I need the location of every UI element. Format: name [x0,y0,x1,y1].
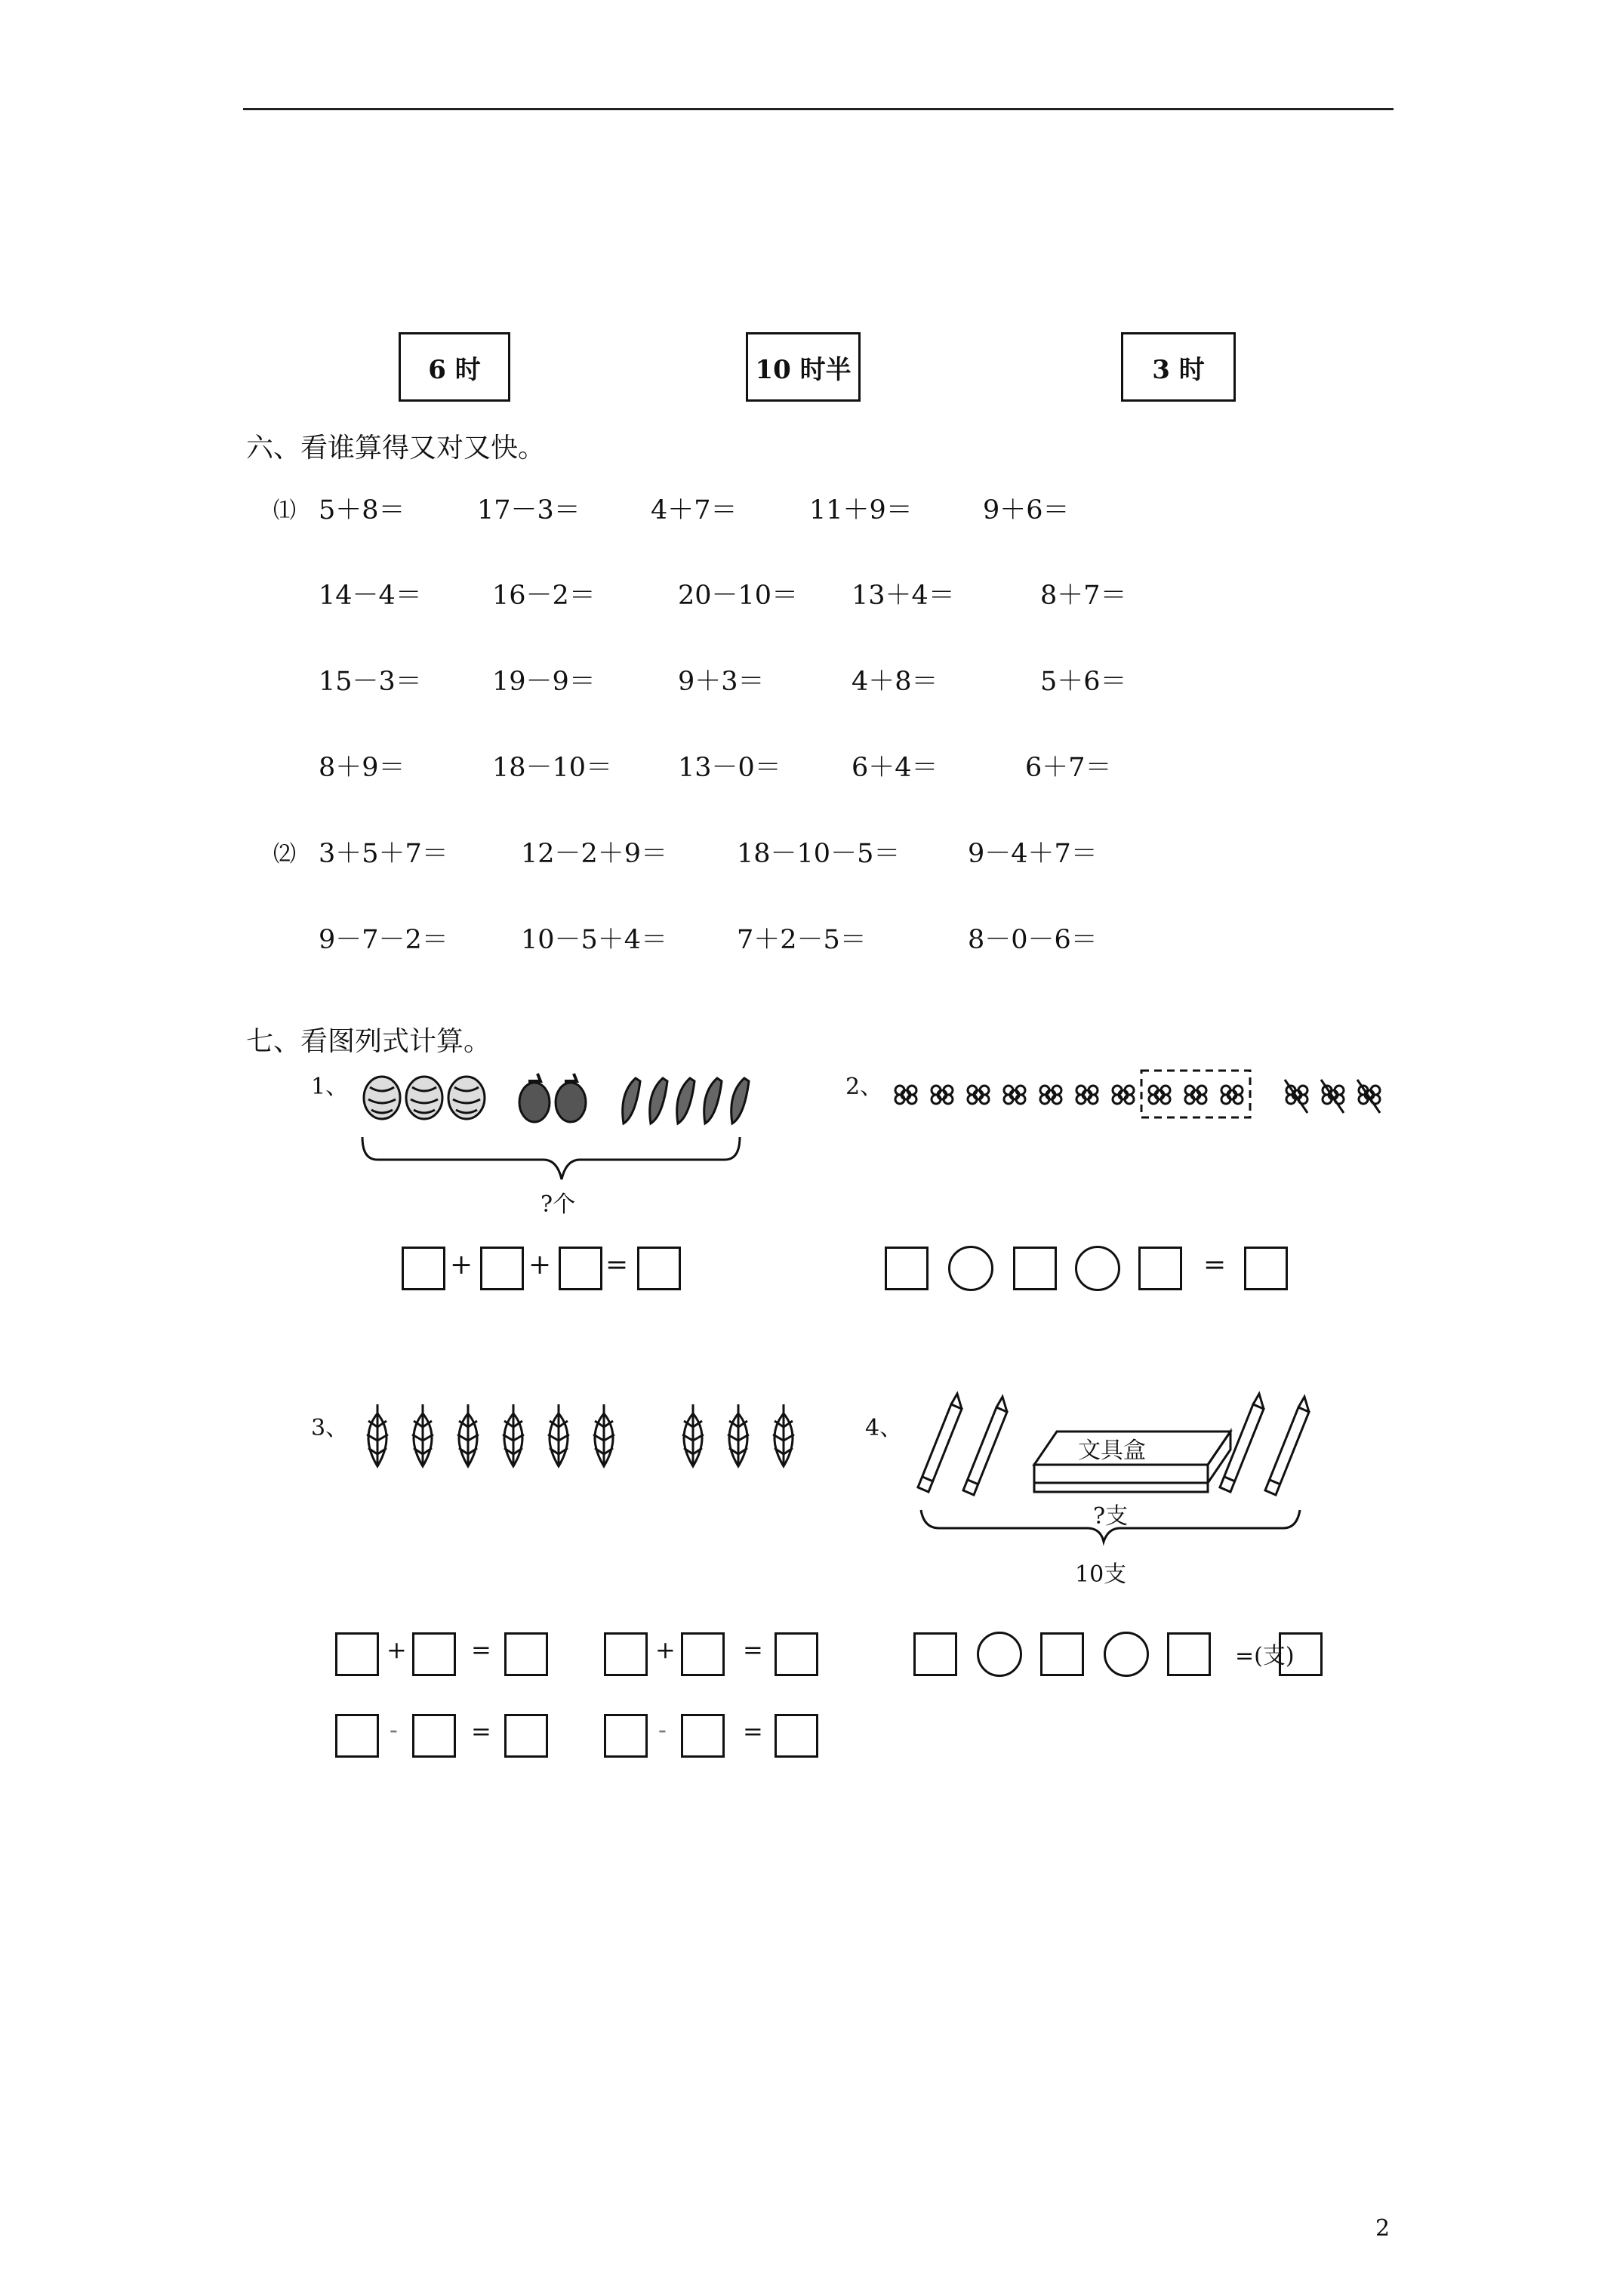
equation: 17－3＝ [477,495,581,525]
leaf-icon [548,1404,569,1466]
problem4-number: 4、 [865,1415,903,1441]
time-box-3 [1121,332,1236,402]
answer-box[interactable] [559,1247,602,1290]
problem4-inner-label: ?支 [1093,1503,1129,1530]
answer-box[interactable] [335,1714,379,1758]
problem2-number: 2、 [845,1074,883,1100]
equation: 11＋9＝ [809,495,913,525]
problem4-total-label: 10支 [1075,1561,1127,1588]
answer-box[interactable] [775,1714,818,1758]
minus-sign: - [658,1715,667,1744]
answer-box[interactable] [604,1632,648,1676]
brace [362,1137,740,1179]
answer-box[interactable] [885,1247,929,1290]
flower-icon [1076,1086,1098,1104]
equation: 15－3＝ [319,667,422,697]
answer-box[interactable] [1244,1247,1288,1290]
plus-sign: + [450,1250,473,1281]
eggplant-icon [556,1074,586,1122]
equation: 18－10＝ [492,753,613,783]
operator-circle[interactable] [977,1632,1022,1677]
problem1-brace-label: ?个 [540,1191,576,1218]
answer-box[interactable] [1167,1632,1211,1676]
equals-sign: = [605,1250,629,1281]
pepper-icon [623,1078,640,1123]
problem1-number: 1、 [311,1074,349,1100]
flower-icon [1040,1086,1061,1104]
problem3-picture [355,1397,823,1487]
problem3-number: 3、 [311,1415,349,1441]
equation: 13＋4＝ [852,581,955,611]
equation: 14－4＝ [319,581,422,611]
cabbage-icon [448,1077,485,1119]
equation: 10－5＋4＝ [521,925,668,955]
cabbage-icon [406,1077,442,1119]
flower-icon [895,1086,916,1104]
eggplant-icon [519,1074,550,1122]
page-number: 2 [1375,2215,1390,2242]
section7-title: 七、看图列式计算。 [246,1026,491,1057]
equation: 8－0－6＝ [968,925,1098,955]
answer-box[interactable] [1040,1632,1084,1676]
equation: 8＋7＝ [1040,581,1127,611]
plus-sign: + [655,1635,676,1664]
minus-sign: - [390,1715,398,1744]
equation: 6＋4＝ [852,753,938,783]
equation: 3＋5＋7＝ [319,839,448,869]
answer-box[interactable] [1138,1247,1182,1290]
equals-sign: = [1203,1250,1227,1281]
answer-box[interactable] [637,1247,681,1290]
leaf-icon [503,1404,524,1466]
equation: 16－2＝ [492,581,596,611]
leaf-icon [593,1404,614,1466]
pepper-icon [731,1078,749,1123]
pepper-icon [677,1078,694,1123]
unit-label: =(支) [1235,1643,1295,1669]
equation: 4＋7＝ [651,495,738,525]
plus-sign: + [387,1635,407,1664]
problem4-picture [906,1389,1344,1570]
equation: 12－2＋9＝ [521,839,668,869]
leaf-icon [773,1404,794,1466]
equation: 9＋6＝ [983,495,1070,525]
problem2-picture [892,1065,1390,1125]
part2-label: ⑵ [273,841,296,868]
time-box-label: 10 时半 [755,354,852,385]
pepper-icon [650,1078,667,1123]
equals-sign: = [471,1717,491,1746]
equation: 13－0＝ [678,753,781,783]
answer-box[interactable] [681,1632,725,1676]
pencil-icon [1265,1397,1309,1495]
flower-icon [1185,1086,1206,1104]
operator-circle[interactable] [948,1246,993,1291]
cabbage-icon [364,1077,400,1119]
equation: 5＋8＝ [319,495,405,525]
answer-box[interactable] [480,1247,524,1290]
equation: 6＋7＝ [1025,753,1112,783]
time-box-label: 3 时 [1152,354,1205,385]
answer-box[interactable] [775,1632,818,1676]
equation: 9－4＋7＝ [968,839,1098,869]
answer-box[interactable] [681,1714,725,1758]
flower-icon [1004,1086,1025,1104]
time-box-6 [399,332,510,402]
plus-sign: + [528,1250,552,1281]
operator-circle[interactable] [1104,1632,1149,1677]
operator-circle[interactable] [1075,1246,1120,1291]
section6-title: 六、看谁算得又对又快。 [246,433,546,464]
flower-icon [1113,1086,1134,1104]
answer-box[interactable] [1013,1247,1057,1290]
answer-box[interactable] [504,1632,548,1676]
pencil-box-label: 文具盒 [1078,1438,1146,1464]
equation: 18－10－5＝ [737,839,901,869]
pepper-icon [704,1078,722,1123]
equals-sign: = [743,1717,763,1746]
answer-box[interactable] [402,1247,445,1290]
pencil-icon [1220,1394,1264,1492]
equation: 20－10＝ [678,581,799,611]
equals-sign: = [743,1635,763,1664]
leaf-icon [412,1404,433,1466]
equation: 9＋3＝ [678,667,765,697]
flower-icon [968,1086,989,1104]
flower-icon [1221,1086,1243,1104]
equation: 4＋8＝ [852,667,938,697]
leaf-icon [682,1404,704,1466]
equation: 5＋6＝ [1040,667,1127,697]
answer-box[interactable] [1279,1632,1323,1676]
answer-box[interactable] [412,1714,456,1758]
equation: 8＋9＝ [319,753,405,783]
answer-box[interactable] [604,1714,648,1758]
dashed-group-box [1141,1071,1250,1117]
flower-icon [1149,1086,1170,1104]
answer-box[interactable] [412,1632,456,1676]
equation: 19－9＝ [492,667,596,697]
flower-icon [932,1086,953,1104]
answer-box[interactable] [504,1714,548,1758]
leaf-icon [457,1404,479,1466]
answer-box[interactable] [913,1632,957,1676]
answer-box[interactable] [335,1632,379,1676]
header-rule [243,108,1394,110]
time-box-10-half [746,332,861,402]
leaf-icon [367,1404,388,1466]
time-box-label: 6 时 [428,354,481,385]
part1-label: ⑴ [273,498,296,524]
pencil-icon [963,1397,1007,1495]
pencil-icon [918,1394,962,1492]
equation: 7＋2－5＝ [737,925,867,955]
equals-sign: = [471,1635,491,1664]
leaf-icon [728,1404,749,1466]
equation: 9－7－2＝ [319,925,448,955]
